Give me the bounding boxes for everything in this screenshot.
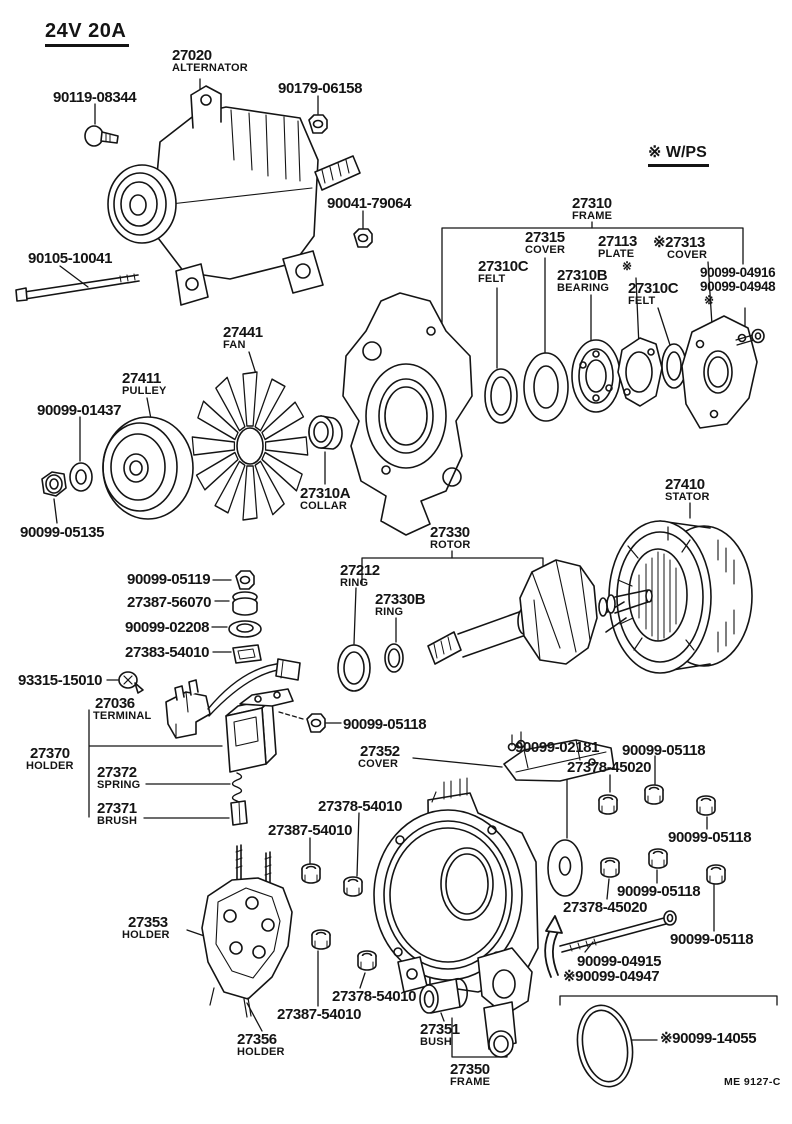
part-label-27378-45020-a <box>567 760 651 776</box>
part-label-90099-02181 <box>515 740 599 756</box>
nut-90099-05118-icon <box>307 714 325 732</box>
part-name: ALTERNATOR <box>172 61 248 74</box>
part-name: FAN <box>223 338 246 351</box>
bearing-icon <box>572 340 620 412</box>
part-number: 90099-02208 <box>125 619 210 636</box>
part-name: PLATE <box>598 247 635 260</box>
part-number: 27113 <box>598 233 637 250</box>
bolt-90119-icon <box>85 126 118 146</box>
part-number: 90099-04916 <box>700 265 776 280</box>
part-name: HOLDER <box>122 928 170 941</box>
part-label-27310c-rear <box>628 281 678 307</box>
part-label-90105-10041 <box>28 251 112 267</box>
part-name: HOLDER <box>26 759 74 772</box>
part-number: 90099-02181 <box>515 739 600 756</box>
washer-90099-02181-icon <box>548 840 582 896</box>
part-number: 93315-15010 <box>18 672 103 689</box>
drive-end-frame-drawing <box>343 293 472 535</box>
bearing-cover-icon <box>524 353 568 421</box>
part-number: 90099-05118 <box>617 883 701 900</box>
part-label-90099-05135 <box>20 525 104 541</box>
part-label-27387-56070 <box>127 595 211 611</box>
part-label-27350 <box>450 1062 490 1088</box>
part-number: 27370 <box>30 745 70 762</box>
part-label-27370 <box>26 745 74 772</box>
part-name: FRAME <box>450 1075 491 1088</box>
nut-90179-icon <box>309 115 327 133</box>
part-label-27212 <box>340 563 380 589</box>
part-label-27310a <box>300 486 350 512</box>
part-number: 27353 <box>128 914 168 931</box>
part-label-90099-02208 <box>125 620 209 636</box>
part-number: 90179-06158 <box>278 80 363 97</box>
part-label-27315 <box>525 230 565 256</box>
insulator-27387-56070-icon <box>233 592 257 615</box>
part-name: COVER <box>667 248 708 261</box>
part-label-27441 <box>223 325 263 351</box>
part-number: 27352 <box>360 743 400 760</box>
part-name: RING <box>375 605 404 618</box>
collar-icon <box>309 416 342 449</box>
part-label-27387-54010-b <box>277 1007 361 1023</box>
part-number: ※27313 <box>653 234 705 251</box>
part-number: 27378-54010 <box>318 798 403 815</box>
part-number: 27310C <box>478 258 529 275</box>
part-number: 90099-04915 <box>577 953 662 970</box>
stator-drawing <box>604 521 752 673</box>
part-label-90099-14055 <box>660 1031 756 1047</box>
part-name: BRUSH <box>97 814 138 827</box>
rear-frame-drawing <box>374 778 538 1057</box>
part-label-27387-54010-a <box>268 823 352 839</box>
part-label-27410 <box>665 477 710 503</box>
part-number: 27036 <box>95 695 135 712</box>
part-label-27378-54010-a <box>318 799 402 815</box>
part-number: 90099-04948 <box>700 279 776 294</box>
part-label-90099-01437 <box>37 403 121 419</box>
brush-icon <box>231 801 247 825</box>
rotor-ring-icon <box>338 645 370 691</box>
pulley-washer-icon <box>70 463 92 491</box>
part-label-90179-06158 <box>278 81 362 97</box>
fan-drawing <box>192 372 307 520</box>
part-label-27310 <box>572 196 612 222</box>
through-bolt-icon <box>560 911 676 952</box>
part-number: 90041-79064 <box>327 195 412 212</box>
wps-note: ※ W/PS <box>648 142 709 167</box>
part-label-27330 <box>430 525 471 551</box>
part-number: 27383-54010 <box>125 644 210 661</box>
diagram-title: 24V 20A <box>45 20 129 47</box>
part-number: 27310A <box>300 485 351 502</box>
brush-holder-drawing <box>226 689 293 772</box>
part-name: SPRING <box>97 778 141 791</box>
part-number: ※90099-14055 <box>660 1030 757 1047</box>
part-number: 27351 <box>420 1021 460 1038</box>
part-label-90099-04916 <box>700 266 775 280</box>
rotor-ring-b-icon <box>385 644 403 672</box>
part-label-27313 <box>653 235 707 261</box>
part-number: 90099-05118 <box>668 829 752 846</box>
part-number: 27310C <box>628 280 679 297</box>
part-label-27352 <box>360 744 400 770</box>
part-number: 27330B <box>375 591 426 608</box>
part-label-90099-05118-d <box>617 884 700 900</box>
part-label-27036 <box>95 696 151 722</box>
part-number: ※90099-04947 <box>563 968 660 985</box>
part-number: 27441 <box>223 324 263 341</box>
part-number: 27350 <box>450 1061 490 1078</box>
part-name: COVER <box>358 757 399 770</box>
part-label-90099-05118-c <box>668 830 751 846</box>
part-number: 27310 <box>572 195 612 212</box>
part-label-27378-54010-b <box>332 989 416 1005</box>
part-number: 90099-05119 <box>127 571 211 588</box>
pulley-drawing <box>103 417 193 519</box>
part-label-27383-54010 <box>125 645 209 661</box>
part-name: COVER <box>525 243 566 256</box>
part-label-90099-05118-e <box>670 932 753 948</box>
part-number: 27310B <box>557 267 608 284</box>
part-number: 27330 <box>430 524 470 541</box>
part-number: 27020 <box>172 47 212 64</box>
part-name: PULLEY <box>122 384 167 397</box>
plate-27383-icon <box>233 645 261 663</box>
pulley-nut-icon <box>42 472 66 496</box>
part-label-27411 <box>122 371 167 397</box>
part-name: COLLAR <box>300 499 348 512</box>
part-number: 27378-45020 <box>563 899 648 916</box>
part-number: 27212 <box>340 562 380 579</box>
o-ring-icon <box>571 1001 638 1091</box>
part-number: 27387-54010 <box>277 1006 362 1023</box>
part-label-90099-05119 <box>127 572 210 588</box>
felt-front-icon <box>485 369 517 423</box>
part-number: 90099-05118 <box>343 716 427 733</box>
part-number: 27387-54010 <box>268 822 353 839</box>
part-label-27310c-front <box>478 259 528 285</box>
part-label-90119-08344 <box>53 90 136 106</box>
part-name: BUSH <box>420 1035 452 1048</box>
part-label-90099-04947 <box>563 969 659 985</box>
part-name: TERMINAL <box>93 709 152 722</box>
part-label-27353 <box>122 914 170 941</box>
part-label-27310b <box>557 268 609 294</box>
screw-93315-icon <box>119 672 143 693</box>
part-name: RING <box>340 576 369 589</box>
part-name: ROTOR <box>430 538 471 551</box>
part-label-27330b <box>375 592 425 618</box>
part-number: 27410 <box>665 476 705 493</box>
part-number: 90099-05118 <box>622 742 706 759</box>
part-label-90041-79064 <box>327 196 411 212</box>
nut-90099-05119-icon <box>236 571 254 589</box>
part-name: FELT <box>628 294 656 307</box>
part-label-27356 <box>237 1032 285 1058</box>
part-number: 27372 <box>97 764 137 781</box>
rectifier-holder-drawing <box>202 845 292 1017</box>
part-number: 27411 <box>122 370 161 387</box>
part-name: STATOR <box>665 490 710 503</box>
wps-marker: ※ <box>622 259 633 274</box>
part-number: 27371 <box>97 800 137 817</box>
part-number: 27378-54010 <box>332 988 417 1005</box>
part-number: 90099-01437 <box>37 402 122 419</box>
part-label-27372 <box>97 765 140 791</box>
retainer-plate-icon <box>618 338 662 406</box>
part-name: FELT <box>478 272 506 285</box>
part-label-93315-15010 <box>18 673 102 689</box>
part-name: BEARING <box>557 281 610 294</box>
part-name: FRAME <box>572 209 613 222</box>
part-label-90099-05118-a <box>343 717 426 733</box>
part-label-90099-04948 <box>700 280 775 307</box>
part-number: 90099-05135 <box>20 524 105 541</box>
part-number: 90105-10041 <box>28 250 113 267</box>
part-label-90099-05118-b <box>622 743 705 759</box>
part-number: 27356 <box>237 1031 277 1048</box>
doc-code: ME 9127-C <box>724 1076 781 1088</box>
part-number: 27378-45020 <box>567 759 652 776</box>
part-number: 27315 <box>525 229 565 246</box>
washer-90099-02208-icon <box>229 621 261 637</box>
part-label-27371 <box>97 801 137 827</box>
rear-bearing-cover-icon <box>682 316 757 428</box>
wps-marker: ※ <box>704 293 715 308</box>
part-name: HOLDER <box>237 1045 285 1058</box>
bolt-90105-icon <box>16 274 139 301</box>
part-label-27020 <box>172 48 248 74</box>
nut-90041-icon <box>354 229 372 247</box>
part-label-27378-45020-b <box>563 900 647 916</box>
part-number: 90119-08344 <box>53 89 137 106</box>
part-number: 27387-56070 <box>127 594 212 611</box>
part-number: 90099-05118 <box>670 931 754 948</box>
part-label-27351 <box>420 1022 460 1048</box>
